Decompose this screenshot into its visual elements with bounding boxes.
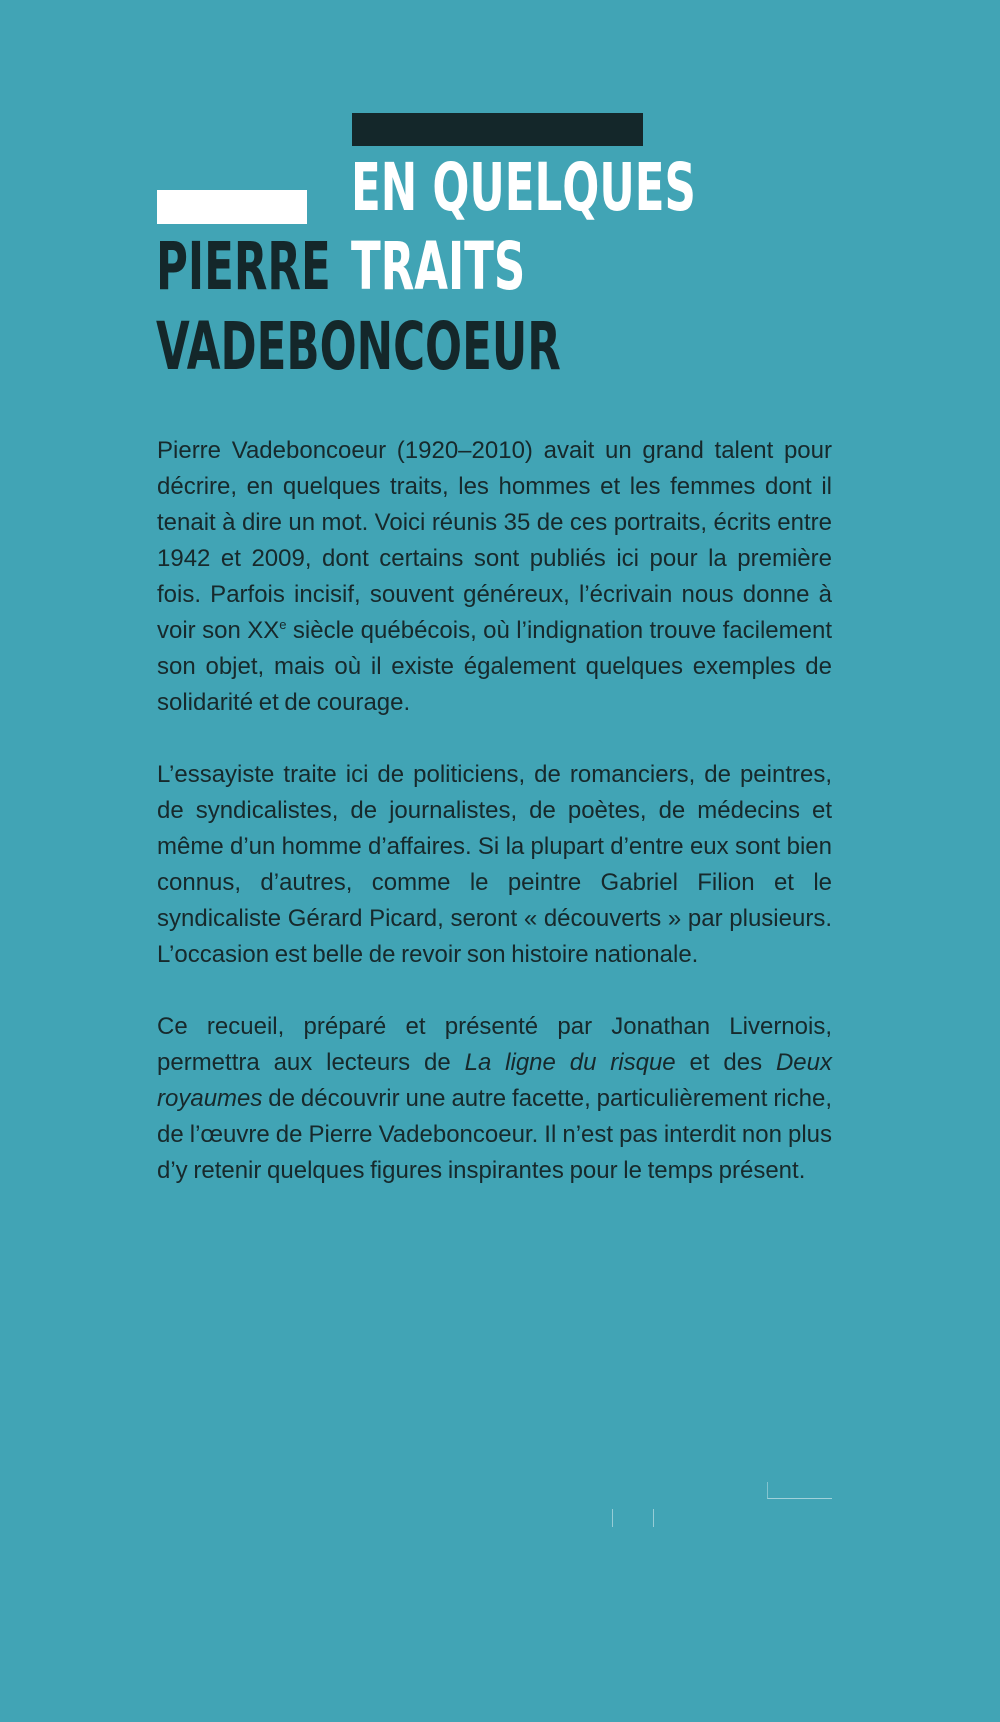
dark-accent-bar: [352, 113, 643, 146]
blurb-p2-text: L’essayiste traite ici de politiciens, de romanciers, de peintres, de syndicalistes, de journalistes, de poètes, de médecins et même d’un homme d’affaires. Si la plupart d’entre eux sont bien connus, d’autres, comme le peintre Gabriel Filion et le syndicaliste Gérard Picard, seront « découverts » par plusieurs. L’occasion est belle de revoir son histoire nationale.: [157, 761, 832, 968]
blurb-p1-text-b: siècle québécois, où l’indignation trouve facilement son objet, mais où il existe également quelques exemples de solidarité et de courage.: [157, 617, 832, 716]
blurb-p3-text-c: de découvrir une autre facette, particulièrement riche, de l’œuvre de Pierre Vadeboncoeur. Il n’est pas interdit non plus d’y retenir quelques figures inspirantes pour le temps présent.: [157, 1085, 832, 1184]
white-accent-bar: [157, 190, 307, 224]
book-title-line-1: EN QUELQUES: [351, 149, 696, 226]
blurb-paragraph-1: [157, 433, 832, 721]
blurb-paragraph-2: [157, 757, 832, 973]
author-name-line-2: VADEBONCOEUR: [156, 308, 561, 385]
blurb-paragraph-3: [157, 1009, 832, 1189]
blurb-p3-text-b: et des: [675, 1049, 776, 1076]
author-name-line-1: PIERRE: [156, 228, 331, 305]
book-reference-1: La ligne du risque: [464, 1049, 676, 1076]
back-cover-blurb: [157, 433, 832, 1225]
book-title-line-2: TRAITS: [351, 228, 526, 305]
book-reference-2: Deux royaumes: [157, 1049, 832, 1112]
faint-print-mark: [612, 1509, 654, 1527]
blurb-p1-text-a: Pierre Vadeboncoeur (1920–2010) avait un grand talent pour décrire, en quelques traits, les hommes et les femmes dont il tenait à dire un mot. Voici réunis 35 de ces portraits, écrits entre 1942 et 2009, dont certains sont publiés ici pour la première fois. Parfois incisif, souvent généreux, l’écrivain nous donne à voir son XX: [157, 437, 832, 644]
century-superscript: e: [279, 617, 287, 632]
blurb-p3-text-a: Ce recueil, préparé et présenté par Jonathan Livernois, permettra aux lecteurs de: [157, 1013, 832, 1076]
faint-print-mark: [767, 1482, 832, 1499]
